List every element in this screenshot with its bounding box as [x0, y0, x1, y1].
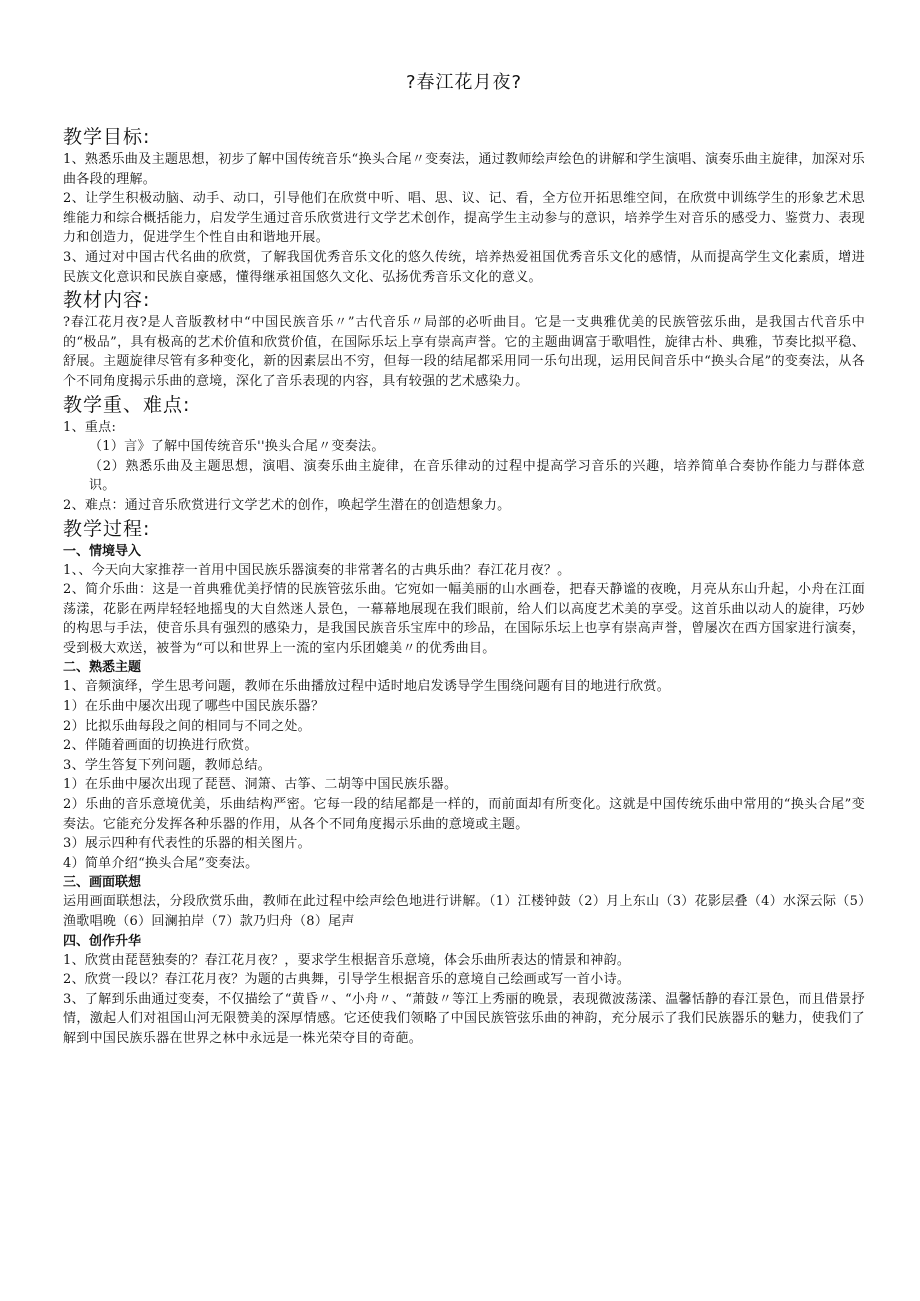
goal-item: 1、熟悉乐曲及主题思想，初步了解中国传统音乐“换头合尾〃变奏法，通过教师绘声绘色的讲解和学生演唱、演奏乐曲主旋律，加深对乐曲各段的理解。: [63, 152, 865, 187]
process-item: 4）简单介绍“换头合尾”变奏法。: [63, 855, 259, 871]
process-part-title: 三、画面联想: [63, 875, 142, 891]
process-item: 3、学生答复下列问题，教师总结。: [63, 757, 272, 773]
keypoint-label: 1、重点:: [63, 419, 117, 435]
process-item: 1、欣赏由琵琶独奏的？春江花月夜？，要求学生根据音乐意境，体会乐曲所表达的情景和神韵。: [63, 952, 631, 968]
difficulty-item: 2、难点：通过音乐欣赏进行文学艺术的创作，唤起学生潜在的创造想象力。: [63, 497, 511, 513]
keypoints-heading: 教学重、难点:: [63, 393, 191, 416]
process-item: 3、了解到乐曲通过变奏，不仅描绘了“黄昏〃、“小舟〃、“萧鼓〃等江上秀丽的晚景，表现微波荡漾、温馨恬静的春江景色，而且借景抒情，激起人们对祖国山河无限赞美的深厚情感。它还使我们领略了中国民族管弦乐曲的神韵，充分展示了我们民族器乐的魅力，使我们了解到中国民族乐器在世界之林中永远是一株光荣夺目的奇葩。: [63, 991, 865, 1046]
process-part-title: 四、创作升华: [63, 933, 142, 949]
content-paragraph: ?春江花月夜?是人音版教材中“中国民族音乐〃”古代音乐〃局部的必听曲目。它是一支典雅优美的民族管弦乐曲，是我国古代音乐中的“极品”，具有极高的艺术价值和欣赏价值，在国际乐坛上享有崇高声誉。它的主题曲调富于歌唱性，旋律古朴、典雅，节奏比拟平稳、舒展。主题旋律尽管有多种变化，新的因素层出不穷，但每一段的结尾都采用同一乐句出现，运用民间音乐中“换头合尾”的变奏法，从各个不同角度揭示乐曲的意境，深化了音乐表现的内容，具有较强的艺术感染力。: [63, 315, 865, 389]
keypoint-item: （1）言》了解中国传统音乐''换头合尾〃变奏法。: [89, 439, 385, 455]
content-heading: 教材内容:: [63, 289, 151, 312]
process-item: 2）乐曲的音乐意境优美，乐曲结构严密。它每一段的结尾都是一样的，而前面却有所变化。这就是中国传统乐曲中常用的“换头合尾”变奏法。它能充分发挥各种乐器的作用，从各个不同角度揭示乐曲的意境或主题。: [63, 797, 865, 832]
process-item: 1、音频演绎，学生思考问题，教师在乐曲播放过程中适时地启发诱导学生围绕问题有目的地进行欣赏。: [63, 679, 671, 695]
process-item: 运用画面联想法，分段欣赏乐曲，教师在此过程中绘声绘色地进行讲解。（1）江楼钟鼓（2）月上东山（3）花影层叠（4）水深云际（5）渔歌唱晚（6）回澜拍岸（7）款乃归舟（8）尾声: [63, 894, 865, 929]
process-item: 1）在乐曲中屡次出现了哪些中国民族乐器？: [63, 699, 325, 715]
process-item: 1、、今天向大家推荐一首用中国民族乐器演奏的非常著名的古典乐曲？春江花月夜？。: [63, 562, 571, 578]
document-page: [63, 68, 865, 1049]
keypoint-item: （2）熟悉乐曲及主题思想，演唱、演奏乐曲主旋律，在音乐律动的过程中提高学习音乐的兴趣，培养简单合奏协作能力与群体意识。: [89, 458, 865, 494]
process-part-title: 一、情境导入: [63, 543, 142, 559]
document-title: ?春江花月夜?: [405, 72, 523, 93]
goals-heading: 教学目标:: [63, 126, 151, 148]
goal-item: 3、通过对中国古代名曲的欣赏，了解我国优秀音乐文化的悠久传统，培养热爱祖国优秀音乐文化的感情，从而提高学生文化素质，增进民族文化意识和民族自豪感，懂得继承祖国悠久文化、弘扬优秀音乐文化的意义。: [63, 249, 865, 285]
process-item: 2、伴随着画面的切换进行欣赏。: [63, 738, 258, 754]
process-item: 2、欣赏一段以？春江花月夜？为题的古典舞，引导学生根据音乐的意境自己绘画或写一首小诗。: [63, 972, 631, 988]
process-part-title: 二、熟悉主题: [63, 660, 142, 676]
process-item: 2）比拟乐曲每段之间的相同与不同之处。: [63, 718, 311, 734]
process-item: 1）在乐曲中屡次出现了琵琶、洞箫、古筝、二胡等中国民族乐器。: [63, 777, 458, 793]
process-heading: 教学过程:: [63, 517, 151, 540]
process-item: 3）展示四种有代表性的乐器的相关图片。: [63, 836, 311, 852]
process-item: 2、简介乐曲：这是一首典雅优美抒情的民族管弦乐曲。它宛如一幅美丽的山水画卷，把春天静谧的夜晚，月亮从东山升起，小舟在江面荡漾，花影在两岸轻轻地摇曳的大自然迷人景色，一幕幕地展现在我们眼前，给人们以高度艺术美的享受。这首乐曲以动人的旋律，巧妙的构思与手法，使音乐具有强烈的感染力，是我国民族音乐宝库中的珍品，在国际乐坛上也享有崇高声誉，曾屡次在西方国家进行演奏，受到极大欢送，被誉为“可以和世界上一流的室内乐团媲美〃的优秀曲目。: [63, 582, 865, 656]
goal-item: 2、让学生积极动脑、动手、动口，引导他们在欣赏中听、唱、思、议、记、看，全方位开拓思维空间，在欣赏中训练学生的形象艺术思维能力和综合概括能力，启发学生通过音乐欣赏进行文学艺术创作，提高学生主动参与的意识，培养学生对音乐的感受力、鉴赏力、表现力和创造力，促进学生个性自由和谐地开展。: [63, 191, 865, 246]
